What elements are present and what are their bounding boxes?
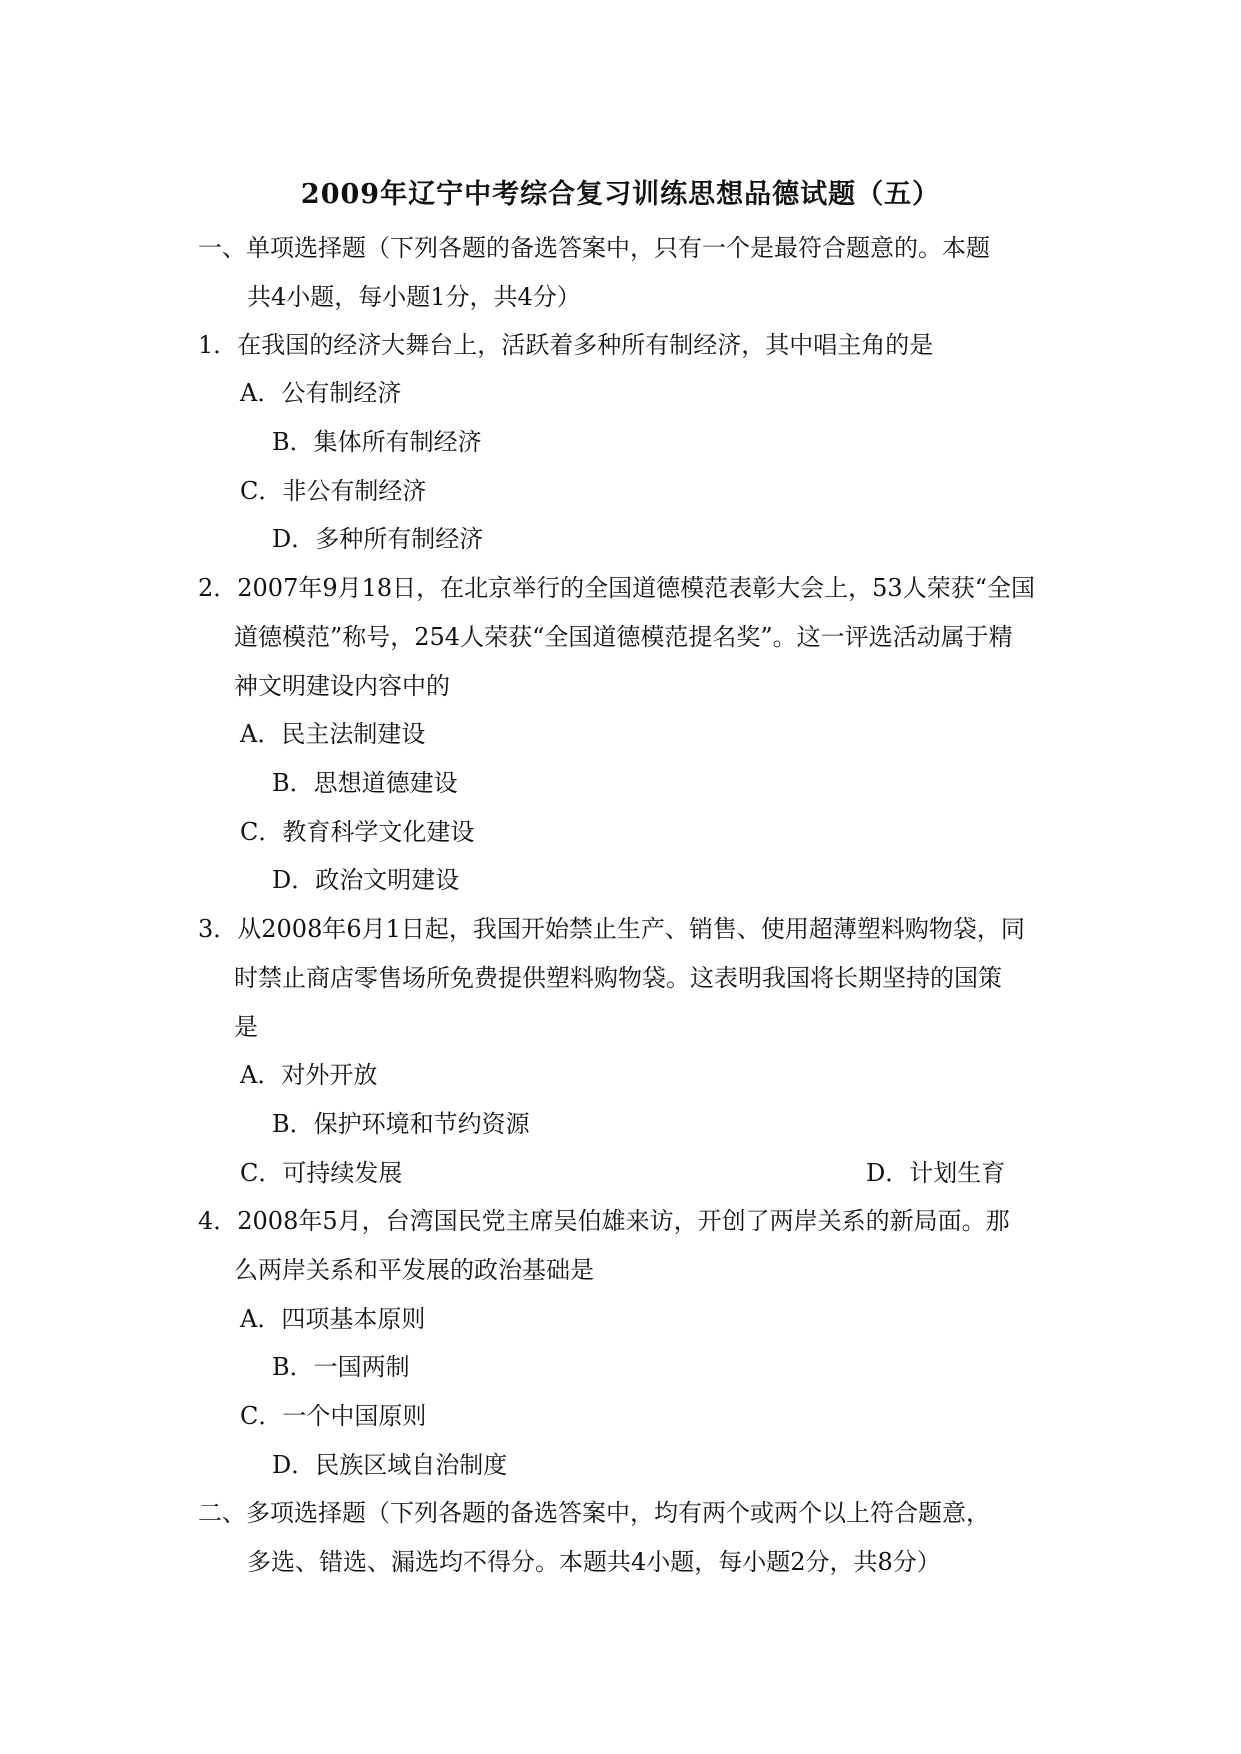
q3-option-b: B．保护环境和节约资源 [272,1110,530,1138]
q1-option-a: A．公有制经济 [240,379,402,407]
q4-stem-line2: 么两岸关系和平发展的政治基础是 [234,1256,594,1284]
q1-stem: 1．在我国的经济大舞台上，活跃着多种所有制经济，其中唱主角的是 [198,331,934,359]
q3-stem-line2: 时禁止商店零售场所免费提供塑料购物袋。这表明我国将长期坚持的国策 [234,964,1002,992]
q3-option-c: C．可持续发展 [240,1159,403,1187]
section2-heading-line2: 多选、错选、漏选均不得分。本题共4小题，每小题2分，共8分） [247,1548,941,1576]
q3-option-d: D．计划生育 [866,1159,1006,1187]
q2-option-d: D．政治文明建设 [272,866,460,894]
q4-option-d: D．民族区域自治制度 [272,1451,508,1479]
q1-option-b: B．集体所有制经济 [272,428,482,456]
q2-option-b: B．思想道德建设 [272,769,458,797]
q2-option-a: A．民主法制建设 [240,720,426,748]
q2-stem-line3: 神文明建设内容中的 [234,672,450,700]
q3-stem-line3: 是 [234,1013,258,1041]
q4-option-b: B．一国两制 [272,1353,410,1381]
q2-option-c: C．教育科学文化建设 [240,818,475,846]
q2-stem-line2: 道德模范”称号，254人荣获“全国道德模范提名奖”。这一评选活动属于精 [234,623,1013,651]
q1-option-c: C．非公有制经济 [240,477,427,505]
section2-heading-line1: 二、多项选择题（下列各题的备选答案中，均有两个或两个以上符合题意， [198,1499,990,1527]
q3-option-a: A．对外开放 [240,1061,378,1089]
q4-stem-line1: 4．2008年5月，台湾国民党主席吴伯雄来访，开创了两岸关系的新局面。那 [198,1207,1010,1235]
q3-stem-line1: 3．从2008年6月1日起，我国开始禁止生产、销售、使用超薄塑料购物袋，同 [198,915,1025,943]
section1-heading-line2: 共4小题，每小题1分，共4分） [247,283,581,311]
q4-option-c: C．一个中国原则 [240,1402,427,1430]
section1-heading-line1: 一、单项选择题（下列各题的备选答案中，只有一个是最符合题意的。本题 [198,234,990,262]
q4-option-a: A．四项基本原则 [240,1305,426,1333]
q1-option-d: D．多种所有制经济 [272,525,484,553]
page-title: 2009年辽宁中考综合复习训练思想品德试题（五） [300,179,941,210]
q2-stem-line1: 2．2007年9月18日，在北京举行的全国道德模范表彰大会上，53人荣获“全国 [198,574,1035,602]
